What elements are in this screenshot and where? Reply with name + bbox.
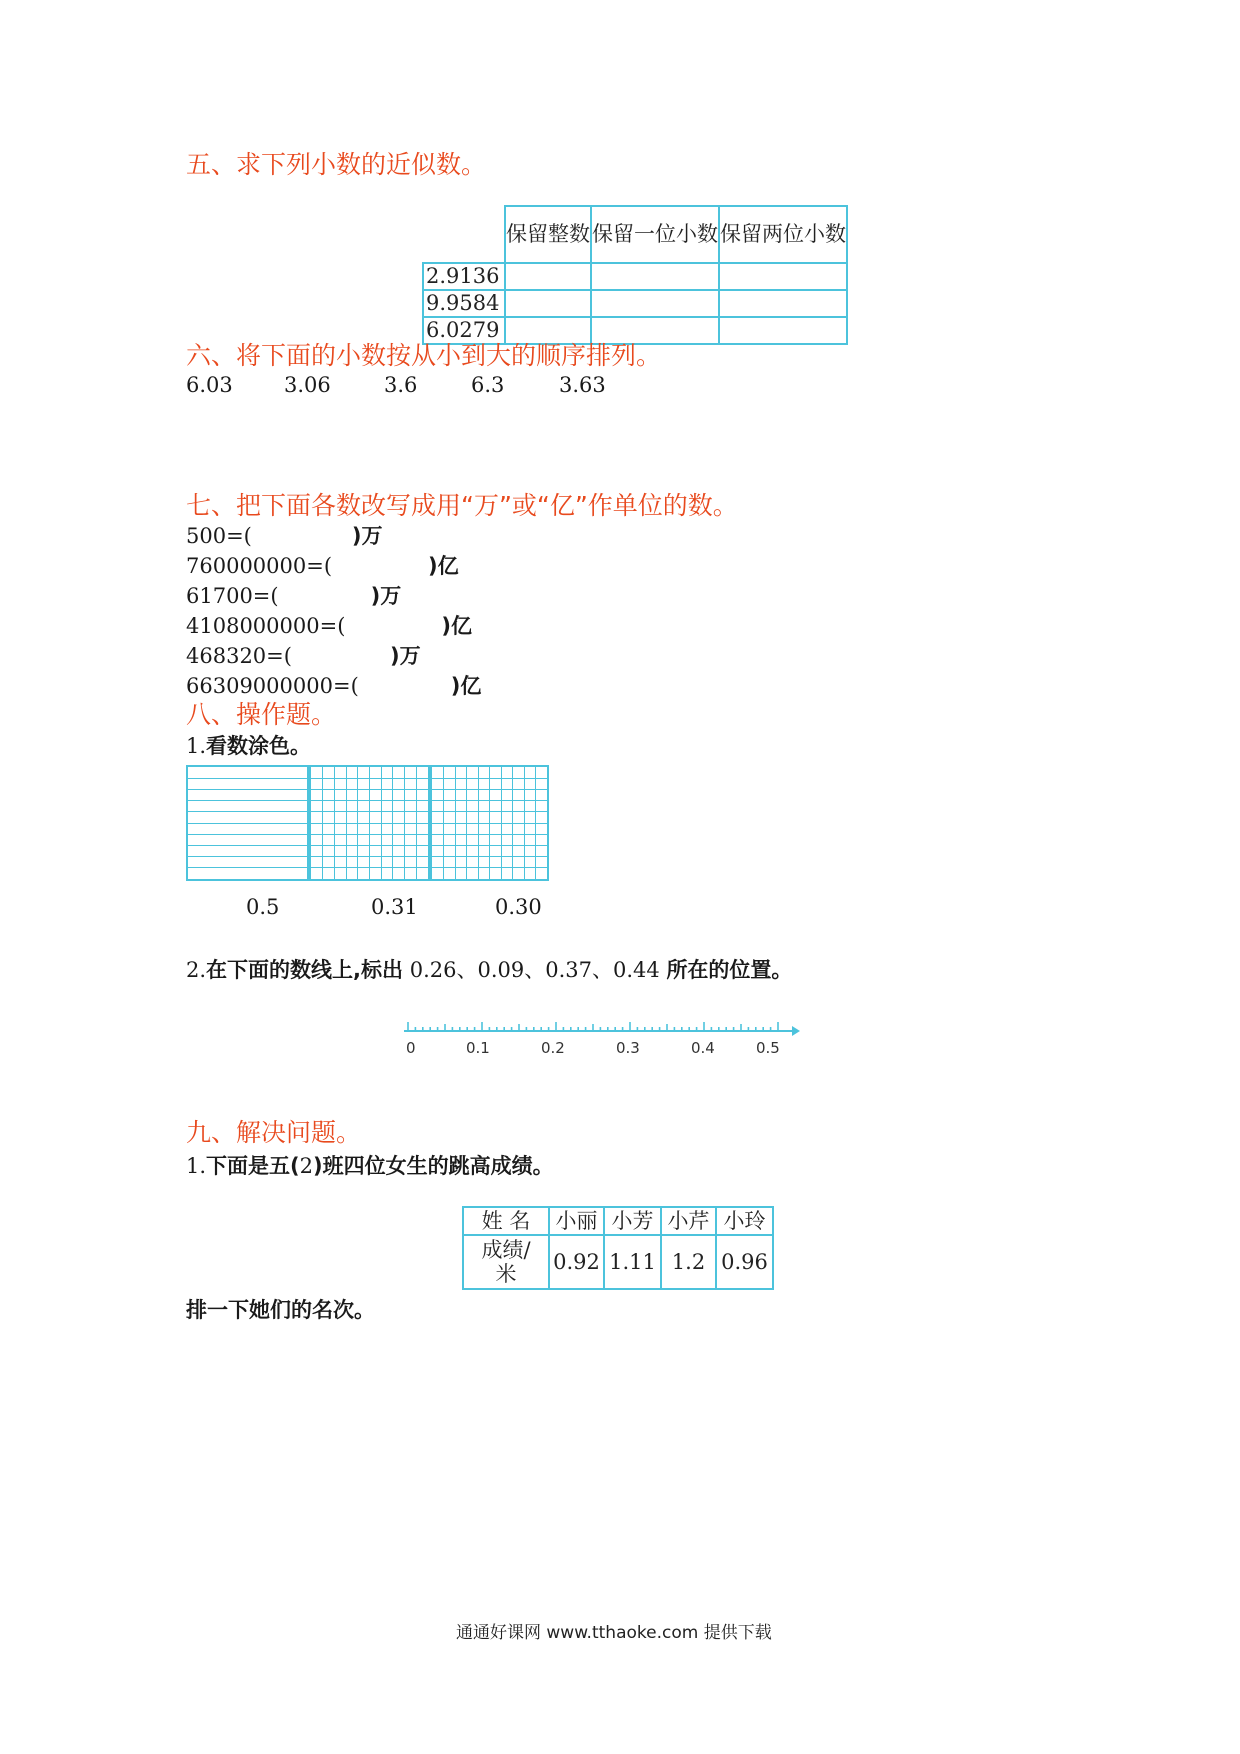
student-name: 小丽 — [549, 1207, 604, 1235]
answer-cell[interactable] — [505, 290, 591, 317]
q2-prompt: 2.在下面的数线上,标出 0.26、0.09、0.37、0.44 所在的位置。 — [186, 958, 793, 982]
grid-line — [357, 767, 358, 879]
student-score: 1.2 — [661, 1235, 716, 1289]
grid-line — [512, 767, 513, 879]
footer-text: 通通好课网 www.tthaoke.com 提供下载 — [456, 1623, 772, 1643]
tick-label: 0.4 — [691, 1039, 715, 1057]
section5-heading: 五、求下列小数的近似数。 — [186, 150, 487, 179]
grid-line — [188, 867, 307, 868]
row-value: 2.9136 — [423, 263, 505, 290]
conversion-item: 4108000000=( )亿 — [186, 614, 473, 638]
conversion-item: 61700=( )万 — [186, 584, 402, 608]
grid-line — [188, 800, 307, 801]
grid-line — [478, 767, 479, 879]
student-score: 0.96 — [716, 1235, 773, 1289]
grid-line — [369, 767, 370, 879]
hundredths-grid[interactable] — [430, 765, 549, 881]
student-score: 0.92 — [549, 1235, 604, 1289]
answer-cell[interactable] — [719, 263, 847, 290]
grid-line — [188, 845, 307, 846]
section7-heading: 七、把下面各数改写成用“万”或“亿”作单位的数。 — [186, 491, 738, 520]
grid-line — [535, 767, 536, 879]
grid-line — [188, 811, 307, 812]
conversion-item: 66309000000=( )亿 — [186, 674, 482, 698]
name-header: 姓 名 — [463, 1207, 549, 1235]
conversion-item: 500=( )万 — [186, 524, 383, 548]
tick-label: 0 — [406, 1039, 416, 1057]
answer-cell[interactable] — [505, 263, 591, 290]
answer-cell[interactable] — [719, 290, 847, 317]
row-value: 9.9584 — [423, 290, 505, 317]
section6-heading: 六、将下面的小数按从小到大的顺序排列。 — [186, 341, 662, 370]
q1-prompt: 1.看数涂色。 — [186, 734, 312, 758]
number-line[interactable] — [400, 1015, 800, 1065]
tick-label: 0.1 — [466, 1039, 490, 1057]
grid-line — [392, 767, 393, 879]
tenths-grid[interactable] — [186, 765, 309, 881]
student-name: 小芳 — [604, 1207, 661, 1235]
row-value: 6.0279 — [423, 317, 505, 344]
decimal-number: 3.63 — [559, 373, 606, 397]
grid-line — [466, 767, 467, 879]
student-score: 1.11 — [604, 1235, 661, 1289]
grid-label: 0.30 — [495, 895, 542, 919]
tick-label: 0.2 — [541, 1039, 565, 1057]
grid-line — [443, 767, 444, 879]
decimal-number: 3.6 — [384, 373, 418, 397]
grid-line — [381, 767, 382, 879]
grid-line — [322, 767, 323, 879]
grid-line — [489, 767, 490, 879]
q9-1-prompt: 1.下面是五(2)班四位女生的跳高成绩。 — [186, 1154, 554, 1178]
grid-line — [188, 778, 307, 779]
header-two-decimal: 保留两位小数 — [719, 206, 847, 263]
score-header: 成绩/米 — [463, 1235, 549, 1289]
grid-line — [416, 767, 417, 879]
grid-line — [455, 767, 456, 879]
grid-line — [346, 767, 347, 879]
high-jump-table — [462, 1206, 774, 1290]
student-name: 小玲 — [716, 1207, 773, 1235]
arrow-icon — [792, 1026, 800, 1036]
tick-label: 0.5 — [756, 1039, 780, 1057]
table-corner — [423, 206, 505, 263]
ranking-prompt: 排一下她们的名次。 — [186, 1298, 375, 1322]
grid-line — [188, 834, 307, 835]
answer-cell[interactable] — [591, 290, 719, 317]
grid-line — [404, 767, 405, 879]
grid-label: 0.5 — [246, 895, 280, 919]
header-one-decimal: 保留一位小数 — [591, 206, 719, 263]
section8-heading: 八、操作题。 — [186, 700, 337, 729]
grid-label: 0.31 — [371, 895, 418, 919]
tick-label: 0.3 — [616, 1039, 640, 1057]
student-name: 小芹 — [661, 1207, 716, 1235]
grid-line — [188, 856, 307, 857]
grid-line — [524, 767, 525, 879]
grid-line — [334, 767, 335, 879]
decimal-list — [186, 371, 606, 399]
header-integer: 保留整数 — [505, 206, 591, 263]
answer-cell[interactable] — [719, 317, 847, 344]
grid-line — [188, 789, 307, 790]
decimal-number: 6.03 — [186, 373, 233, 397]
hundredths-grid[interactable] — [309, 765, 430, 881]
answer-cell[interactable] — [591, 263, 719, 290]
decimal-number: 6.3 — [471, 373, 505, 397]
section9-heading: 九、解决问题。 — [186, 1118, 362, 1147]
conversion-item: 468320=( )万 — [186, 644, 421, 668]
grid-line — [501, 767, 502, 879]
conversion-item: 760000000=( )亿 — [186, 554, 459, 578]
grid-line — [188, 823, 307, 824]
approximation-table — [422, 205, 848, 345]
decimal-number: 3.06 — [284, 373, 331, 397]
